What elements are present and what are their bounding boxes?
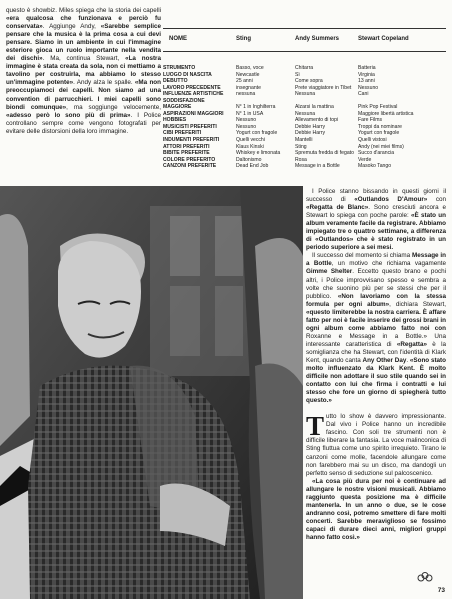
table-cell: Sì [295, 71, 300, 78]
table-cell: Newcastle [236, 71, 260, 78]
article-run: . Eccetto questo brano e pochi altri, i Police improvvisano spesso e sembra a volte che suonino più per se stessi che per il pubblico. [306, 268, 446, 300]
table-cell: insegnante [236, 84, 261, 91]
article-run: «La cosa più dura per noi è continuare ad allungare le nostre visioni musicali. Abbiamo raggiunto questa posizione ma è difficile mantenerla. In un anno o due, se le cose andranno così, potremo smettere di fare molti concerti. Sarebbe meraviglioso se fossimo capaci di durare dieci anni, migliori gruppi hanno fatto così.» [306, 477, 446, 541]
row-label: CIBI PREFERITI [163, 130, 202, 137]
table-cell: Nessuno [236, 117, 257, 124]
table-cell: Nessuna [295, 110, 316, 117]
row-label: DEBUTTO [163, 78, 188, 85]
intro-text-column [6, 7, 161, 136]
intro-run: , ma soggiunge velocemente, [66, 103, 161, 111]
intro-run: «adesso però lo sono più di prima» [6, 111, 131, 119]
table-cell: Andy (nei miei films) [358, 143, 404, 150]
article-run: Gimme Shelter [306, 268, 353, 276]
article-run: Any Other Day [362, 356, 407, 364]
article-run: utto lo show è davvero impressionante. Dal vivo i Police hanno un incredibile fascino. Con soli tre strumenti non è difficile liberare la fantasia. La voce malinconica di Sting fluttua come uno spirito irrequieto. Tirano le canzoni come molle, facendole allungare come non farebbero mai su un disco, ma dandogli un perfetto senso di seduzione sul palcoscenico. [306, 413, 446, 477]
row-label: STRUMENTO [163, 65, 196, 71]
table-cell: Batteria [358, 65, 376, 71]
table-cell: Fare Films [358, 117, 383, 124]
intro-paragraph [6, 7, 161, 136]
table-cell: N° 1 in Inghilterra [236, 104, 276, 111]
article-text-column [306, 188, 446, 542]
table-cell: Whiskey e limonata [236, 150, 281, 157]
article-run: Il successo del momento si chiama [312, 252, 412, 260]
article-run: «questo limiterebbe la nostra carriera. È affare fatto per noi è facile inserire dei grossi brani in ogni album come abbiamo fatto noi con [306, 308, 446, 332]
table-cell: N° 1 in USA [236, 110, 264, 117]
row-label: HOBBIES [163, 117, 187, 124]
table-cell: Cani [358, 91, 369, 98]
table-cell: Nessuno [236, 123, 257, 130]
table-cell: Message in a Bottle [295, 163, 340, 170]
table-cell: Daltonismo [236, 156, 262, 163]
table-cell: Yogurt con fragole [358, 130, 400, 137]
article-run: Roxanne e Message in a Bottle [306, 332, 422, 340]
table-cell: Klaus Kinski [236, 143, 264, 150]
page-number: 73 [437, 587, 445, 594]
article-run: Message in a Bottle [306, 252, 446, 268]
article-run: . Sono cresciuti ancora e Stewart lo spiega con poche parole: [306, 204, 446, 220]
table-cell: Nessuno [358, 84, 379, 91]
table-body [163, 65, 446, 170]
row-label: MAGGIORE [163, 104, 192, 111]
band-profile-table [163, 28, 446, 178]
row-label: CANZONI PREFERITE [163, 163, 217, 170]
intro-run: «era qualcosa che funzionava e perciò fu conservata» [6, 15, 161, 31]
header-name: NOME [169, 36, 187, 42]
table-cell: Nessuna [295, 91, 316, 98]
publisher-logo-icon [417, 572, 433, 584]
table-cell: Rosa [295, 156, 307, 163]
header-andy: Andy Summers [295, 36, 340, 42]
row-label: SODDISFAZIONE [163, 97, 205, 104]
article-run: «Regatta» [396, 340, 427, 348]
intro-run: «La nostra immagine è stata creata da sola, non ci mettiamo a tavolino per costruirla, ma abbiamo lo stesso un'immagine potente» [6, 55, 161, 87]
intro-run: . Ma, continua Stewart, [42, 55, 126, 63]
header-sting: Sting [236, 36, 251, 42]
band-photo [0, 186, 303, 599]
table-cell: Troppi da nominare [358, 123, 402, 130]
row-label: BIBITE PREFERITE [163, 150, 210, 157]
intro-run: «Ma non preoccupiamoci dei capelli. Non siamo ad una convention di parrucchieri. I miei capelli sono biondi comunque» [6, 79, 161, 111]
article-run: «È stato un album veramente facile da registrare. Abbiamo impiegato tre o quattro settimane, a differenza di «Outlandos» che è stato registrato in un periodo superiore a sei mesi. [306, 212, 446, 252]
table-cell: Succo d'arancia [358, 150, 395, 157]
table-cell: Spremuta fredda di fegato [295, 150, 354, 157]
table-cell: Sting [295, 143, 307, 150]
article-run: . [406, 356, 410, 364]
table-header [163, 28, 446, 52]
article-paragraph-2 [306, 252, 446, 405]
table-cell: Debbie Harry [295, 130, 326, 137]
article-run: .» Una interessante caratteristica di [306, 332, 446, 348]
intro-run: . Aggiunge Andy, [42, 23, 101, 31]
intro-run: questo è showbiz. Miles spiega che la storia dei capelli [6, 7, 161, 14]
table-cell: Allevamento di topi [295, 117, 339, 124]
table-cell: Yogurt con fragole [236, 130, 278, 137]
article-paragraph-3 [306, 413, 446, 477]
article-paragraph-3-text [306, 413, 446, 476]
table-cell: Quelli vecchi [236, 137, 265, 144]
row-label: ASPIRAZIONI MAGGIORI [163, 110, 224, 117]
table-cell: Come sopra [295, 78, 323, 85]
table-cell: Chitarra [295, 65, 314, 71]
table-cell: 13 anni [358, 78, 375, 85]
table-cell: nessuna [236, 91, 256, 98]
table-cell: Alzarsi la mattina [295, 104, 334, 111]
article-run: «Non lavoriamo con la stessa formula per ogni album» [306, 292, 446, 308]
table-cell: Maggiore libertà artistica [358, 110, 414, 117]
row-label: LAVORO PRECEDENTE [163, 84, 221, 91]
article-run: con [427, 196, 446, 204]
table-cell: Verde [358, 156, 372, 163]
photo-illustration [0, 186, 303, 599]
row-label: LUOGO DI NASCITA [163, 71, 212, 78]
table-cell: Debbie Harry [295, 123, 326, 130]
drop-cap: T [306, 411, 325, 442]
intro-run: . I Police controllano sempre come vengono fotografati per evitare delle distorsioni della loro immagine. [6, 111, 162, 135]
intro-run: . Andy alza le spalle. [73, 79, 135, 87]
table-cell: Basso, voce [236, 65, 264, 71]
article-run: «Regatta de Blanc» [306, 204, 369, 212]
article-run: I Police stanno bissando in questi giorni il successo di [306, 188, 446, 204]
table-cell: Dead End Job [236, 163, 269, 170]
table-cell: Pink Pop Festival [358, 104, 398, 111]
row-label: INFLUENZE ARTISTICHE [163, 91, 224, 98]
article-paragraph-4 [306, 478, 446, 542]
table-cell: 25 anni [236, 78, 253, 85]
row-label: MUSICISTI PREFERITI [163, 123, 217, 130]
article-run: «Outlandos D'Amour» [354, 196, 428, 204]
article-run: , un motivo che richiama vagamente [331, 260, 446, 268]
header-stewart: Stewart Copeland [358, 36, 409, 42]
article-paragraph-1 [306, 188, 446, 252]
table-cell: Mantelli [295, 137, 313, 144]
table-row [163, 163, 446, 170]
article-run: , dichiara Stewart, [389, 300, 446, 308]
intro-run: «Sarebbe semplice pensare che la musica è la prima cosa a cui devi pensare. Siamo in un ambiente in cui l'immagine esteriore gioca un ruolo importante nella vendita dei dischi» [6, 23, 161, 63]
table-cell: Virginia [358, 71, 375, 78]
row-label: ATTORI PREFERITI [163, 143, 210, 150]
row-label: COLORE PREFERITO [163, 156, 216, 163]
article-run: è la somiglianza che ha Stewart, con l'identità di Klark Kent, quando canta [306, 340, 447, 364]
row-label: INDUMENTI PREFERITI [163, 137, 220, 144]
article-run: «Sono stato molto influenzato da Klark Kent. È molto difficile non adottare il suo stile quando sei in contatto con lui che firma i contratti e lui stesso che fore un giorno di spiegherà tutto questo.» [306, 356, 446, 405]
table-cell: Prete viaggiatore in Tibet [295, 84, 352, 91]
table-cell: Quelli vistosi [358, 137, 387, 144]
table-cell: Masoko Tango [358, 163, 392, 170]
